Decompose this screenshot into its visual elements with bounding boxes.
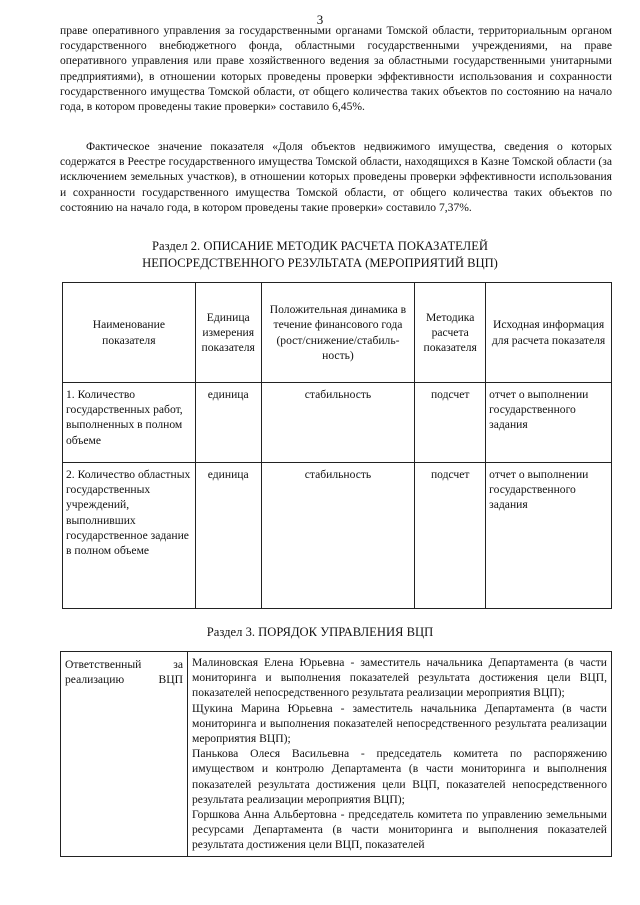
section-2-heading-line-2: НЕПОСРЕДСТВЕННОГО РЕЗУЛЬТАТА (МЕРОПРИЯТИЙ ВЦП) [142,256,498,270]
management-table [60,651,612,857]
section-3-heading: Раздел 3. ПОРЯДОК УПРАВЛЕНИЯ ВЦП [206,625,434,639]
responsible-item: Горшкова Анна Альбертовна - председатель комитета по управлению земельными ресурсами Департамента (в части мониторинга и выполнения показателей результата достижения цели ВЦП, показателей [192,808,607,852]
cell-unit: единица [195,463,261,609]
table-row [63,463,612,609]
section-2-heading-line-1: Раздел 2. ОПИСАНИЕ МЕТОДИК РАСЧЕТА ПОКАЗАТЕЛЕЙ [151,239,488,253]
header-method: Методика расчета показателя [415,283,486,383]
responsible-item: Малиновская Елена Юрьевна - заместитель начальника Департамента (в части мониторинга и выполнения показателей результата достижения цели ВЦП, показателей непосредственного результата реализации мероприятия ВЦП); [192,656,607,700]
responsible-label: Ответственный за реализацию ВЦП [61,652,188,857]
header-source: Исходная информация для расчета показателя [486,283,612,383]
table-header-row [63,283,612,383]
header-name: Наименование показателя [63,283,196,383]
cell-name: 1. Количество государственных работ, выполненных в полном объеме [63,383,196,463]
responsible-item: Щукина Марина Юрьевна - заместитель начальника Департамента (в части мониторинга и выполнения показателей непосредственного результата реализации мероприятия ВЦП); [192,701,607,746]
header-unit: Единица измерения показателя [195,283,261,383]
cell-source: отчет о выполнении государственного задания [486,463,612,609]
cell-method: подсчет [415,383,486,463]
paragraph-1: праве оперативного управления за государственными органами Томской области, территориальным органом государственного внебюджетного фонда, областными государственными учреждениями, на праве оперативного управления или праве хозяйственного ведения за областными государственными унитарными предприятиями), в отношении которых проведены проверки эффективности использования и сохранности государственного имущества Томской области, от общего количества таких объектов по состоянию на начало года, в котором проведены такие проверки» составило 6,45%. [60,24,612,114]
table-row [61,652,612,857]
section-2-heading [0,238,640,272]
cell-dynamics: стабильность [261,463,415,609]
paragraph-2: Фактическое значение показателя «Доля объектов недвижимого имущества, сведения о которых содержатся в Реестре государственного имущества Томской области, находящихся в Казне Томской области (за исключением земельных участков), в отношении которых проведены проверки эффективности использования и сохранности государственного имущества Томской области, от общего количества таких объектов по состоянию на начало года, в котором проведены такие проверки» составило 7,37%. [60,140,612,214]
page-number: 3 [316,12,324,27]
cell-source: отчет о выполнении государственного задания [486,383,612,463]
table-row [63,383,612,463]
cell-unit: единица [195,383,261,463]
header-dynamics: Положительная динамика в течение финансового года (рост/снижение/стабиль-ность) [261,283,415,383]
cell-dynamics: стабильность [261,383,415,463]
responsible-list [188,652,612,857]
cell-method: подсчет [415,463,486,609]
indicators-table [62,282,612,609]
cell-name: 2. Количество областных государственных учреждений, выполнивших государственное задание в полном объеме [63,463,196,609]
responsible-item: Панькова Олеся Васильевна - председатель комитета по распоряжению имуществом и контролю Департамента (в части мониторинга и выполнения показателей результата достижения цели ВЦП, показателей непосредственного результата реализации мероприятия ВЦП); [192,747,607,806]
